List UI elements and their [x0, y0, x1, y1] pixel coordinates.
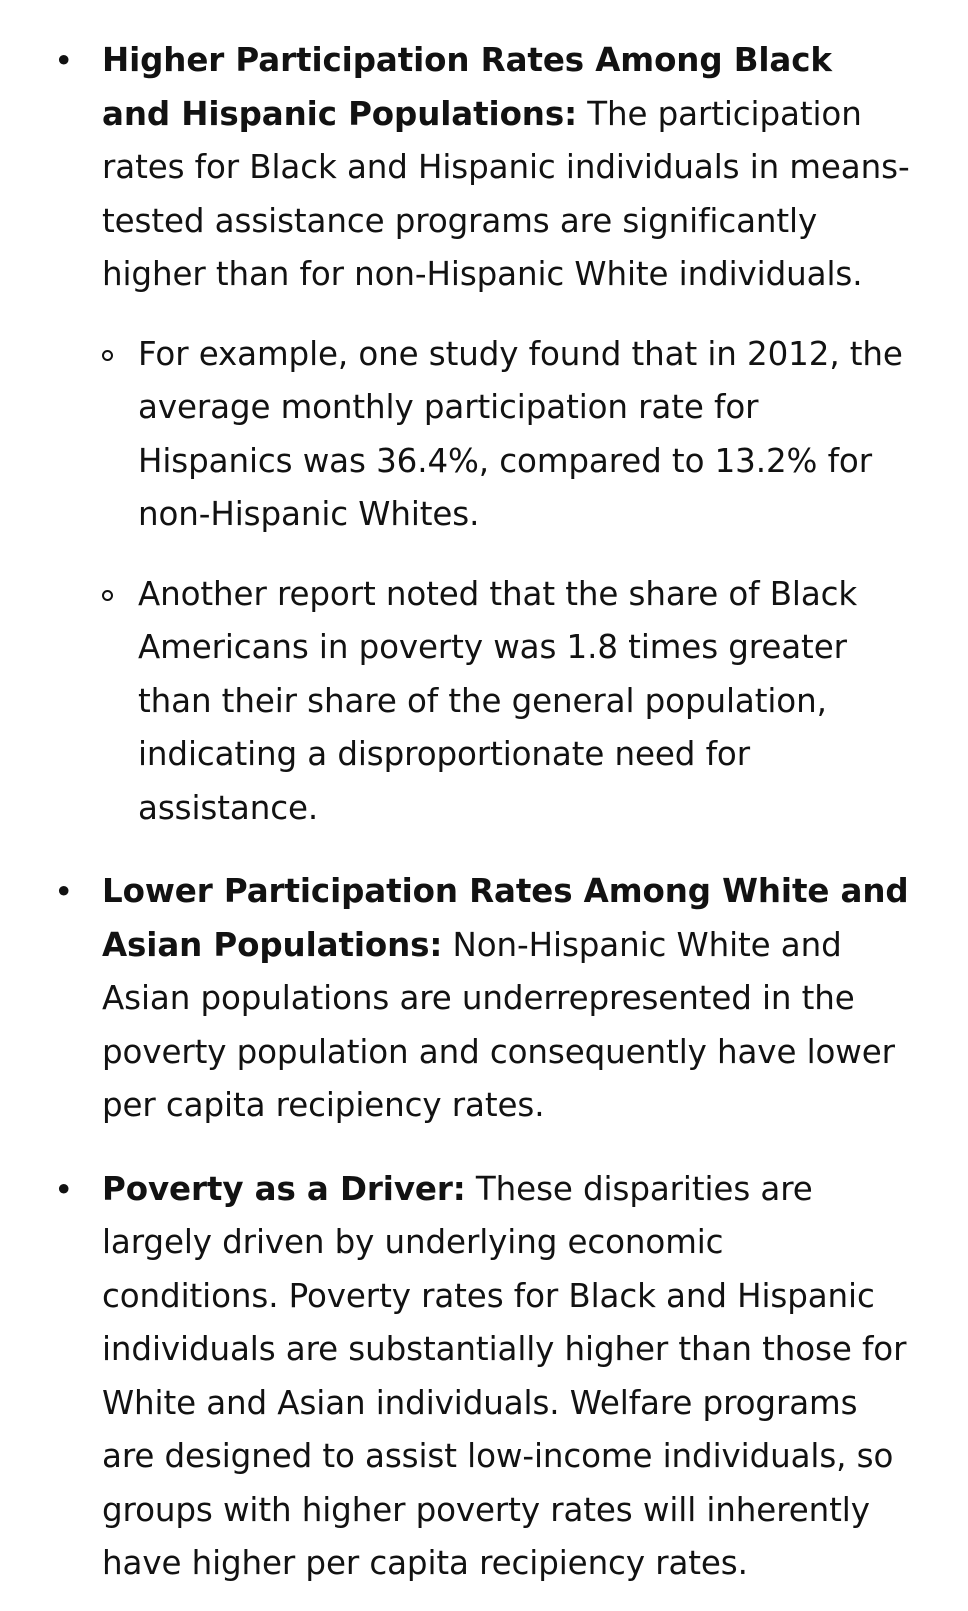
list-item	[22, 865, 910, 1133]
sub-paragraph-text: For example, one study found that in 2012, the average monthly participation rate for Hispanics was 36.4%, compared to 13.2% for non-Hispanic Whites.	[138, 334, 903, 533]
list-item	[22, 1163, 910, 1591]
body-text: The participation rates for Black and Hispanic individuals in means-tested assistance programs are significantly higher than for non-Hispanic White individuals.	[102, 94, 910, 293]
body-text: Non-Hispanic White and Asian populations are underrepresented in the poverty population and consequently have lower per capita recipiency rates.	[102, 925, 895, 1124]
bullet-marker-icon: •	[54, 41, 74, 80]
paragraph-text	[102, 865, 910, 1133]
sub-bullet-list	[102, 328, 910, 836]
paragraph-text	[102, 34, 910, 302]
list-item	[102, 568, 910, 836]
lead-in-label: Higher Participation Rates Among Black and Hispanic Populations:	[102, 41, 832, 133]
lead-in-label: Lower Participation Rates Among White and Asian Populations:	[102, 872, 909, 964]
list-item	[102, 328, 910, 542]
paragraph-text	[102, 1163, 910, 1591]
bullet-list	[22, 34, 910, 1591]
body-text: These disparities are largely driven by underlying economic conditions. Poverty rates for Black and Hispanic individuals are substantially higher than those for White and Asian individuals. Welfare programs are designed to assist low-income individuals, so groups with higher poverty rates will inherently have higher per capita recipiency rates.	[102, 1169, 907, 1582]
sub-paragraph-text: Another report noted that the share of Black Americans in poverty was 1.8 times greater than their share of the general population, indicating a disproportionate need for assistance.	[138, 574, 858, 827]
bullet-marker-icon: •	[54, 1169, 74, 1209]
lead-in-label: Poverty as a Driver:	[102, 1169, 466, 1208]
list-item	[22, 34, 910, 835]
hollow-bullet-marker-icon	[102, 350, 113, 361]
hollow-bullet-marker-icon	[102, 590, 113, 601]
bullet-marker-icon: •	[54, 872, 74, 911]
